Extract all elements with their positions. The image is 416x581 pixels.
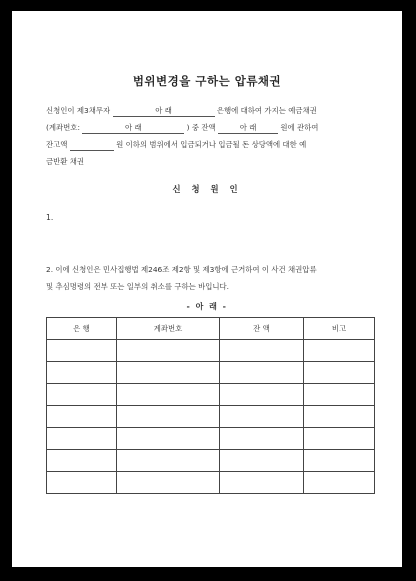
intro-text: 원에 관하여 — [280, 123, 319, 132]
header-remarks: 비고 — [304, 318, 375, 340]
item-2-line-2: 및 추심명령의 전부 또는 일부의 취소를 구하는 바입니다. — [46, 282, 230, 291]
table-cell — [117, 340, 220, 362]
table-cell — [117, 362, 220, 384]
table-cell — [117, 428, 220, 450]
table-row — [47, 340, 375, 362]
table-cell — [304, 384, 375, 406]
table-row — [47, 384, 375, 406]
table-cell — [220, 450, 304, 472]
item-1: 1. — [46, 213, 54, 222]
document-page — [12, 11, 402, 567]
intro-line-1 — [46, 102, 317, 119]
intro-line-3 — [46, 136, 306, 153]
table-cell — [47, 362, 117, 384]
table-cell — [47, 428, 117, 450]
table-row — [47, 362, 375, 384]
blank-limit-amount — [70, 140, 114, 151]
document-title: 범위변경을 구하는 압류채권 — [132, 74, 282, 88]
header-bank: 은 행 — [47, 318, 117, 340]
item-2-line-1: 2. 이에 신청인은 민사집행법 제246조 제2항 및 제3항에 근거하여 이 사건 채권압류 — [46, 265, 317, 274]
table-cell — [304, 472, 375, 494]
table-row — [47, 472, 375, 494]
header-account-number: 계좌번호 — [117, 318, 220, 340]
table-cell — [220, 340, 304, 362]
table-cell — [117, 406, 220, 428]
notice-heading: - 아 래 - — [186, 302, 228, 311]
table-cell — [304, 340, 375, 362]
table-cell — [304, 406, 375, 428]
header-balance: 잔 액 — [220, 318, 304, 340]
intro-text: ) 중 잔액 — [186, 123, 216, 132]
table-header-row — [47, 318, 375, 340]
intro-text: 신청인이 제3채무자 — [46, 106, 111, 115]
table-row — [47, 450, 375, 472]
intro-text: 잔고액 — [46, 140, 68, 149]
intro-text: 은행에 대하여 가지는 예금채권 — [216, 106, 317, 115]
table-cell — [220, 428, 304, 450]
blank-bank: 아 래 — [113, 106, 215, 117]
blank-balance: 아 래 — [218, 123, 278, 134]
intro-line-4 — [46, 153, 84, 170]
table-cell — [304, 362, 375, 384]
intro-text: 금반환 채권 — [46, 157, 85, 166]
intro-text: (계좌번호: — [46, 123, 80, 132]
table-cell — [304, 450, 375, 472]
table-cell — [304, 428, 375, 450]
blank-account-number: 아 래 — [82, 123, 184, 134]
table-cell — [117, 384, 220, 406]
table-cell — [47, 406, 117, 428]
table-cell — [220, 406, 304, 428]
table-cell — [47, 384, 117, 406]
table-body — [47, 340, 375, 494]
table-cell — [47, 472, 117, 494]
table-cell — [117, 450, 220, 472]
account-table — [46, 317, 375, 494]
table-cell — [220, 472, 304, 494]
table-cell — [220, 362, 304, 384]
table-cell — [117, 472, 220, 494]
section-heading: 신 청 원 인 — [172, 184, 242, 194]
table-cell — [220, 384, 304, 406]
table-cell — [47, 450, 117, 472]
intro-line-2 — [46, 119, 318, 136]
table-cell — [47, 340, 117, 362]
intro-text: 원 이하의 범위에서 입금되거나 입금될 돈 상당액에 대한 예 — [116, 140, 307, 149]
table-row — [47, 428, 375, 450]
table-row — [47, 406, 375, 428]
